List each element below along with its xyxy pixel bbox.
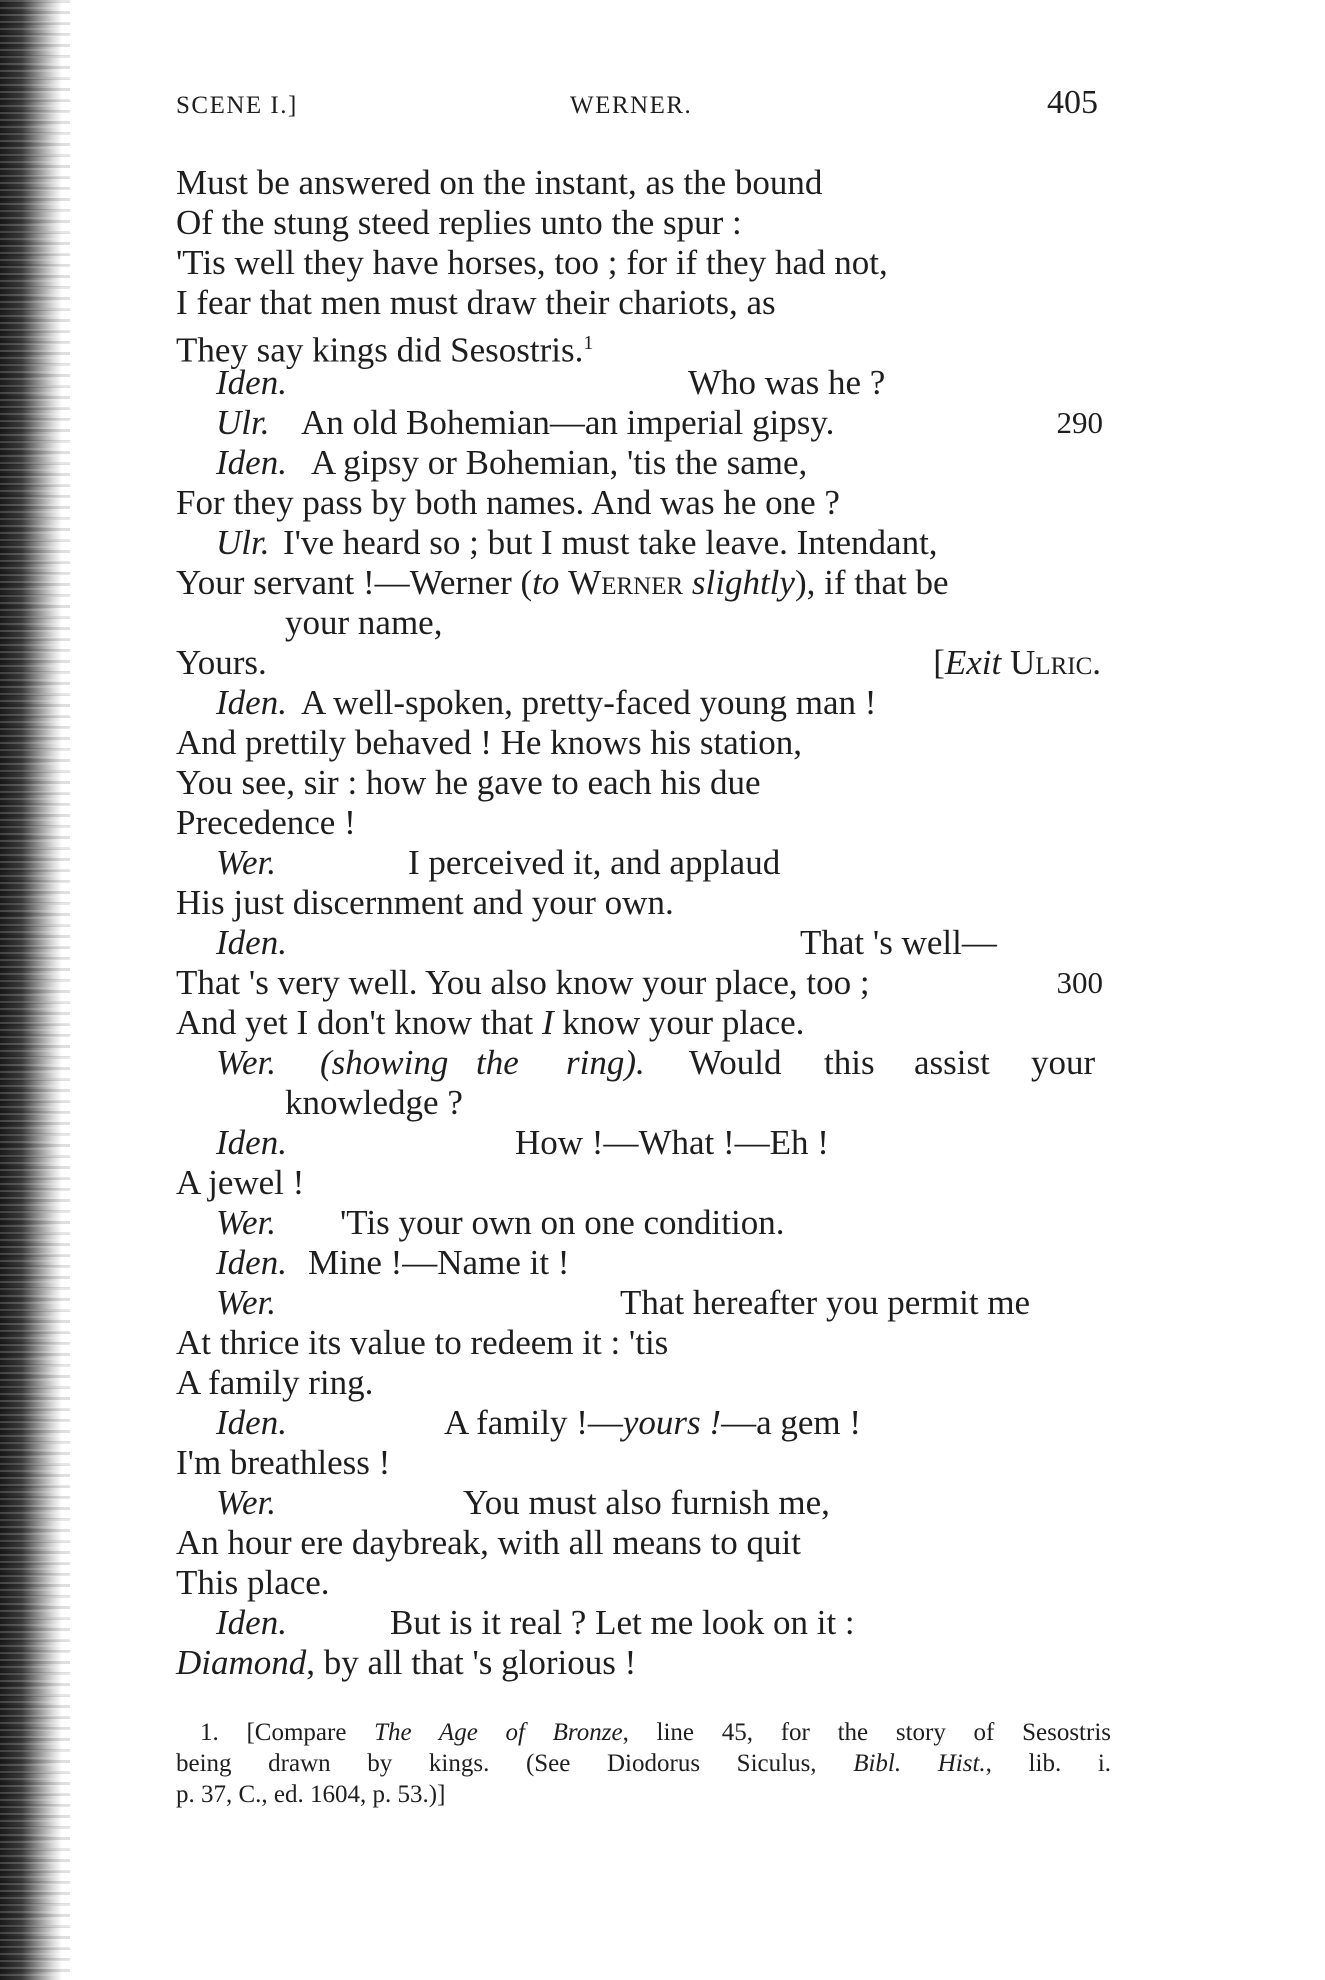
verse-line: An hour ere daybreak, with all means to quit [176,1523,801,1562]
verse-line: This place. [176,1563,330,1602]
verse-line: That 's very well. You also know your place, too ; 300 [176,963,1103,1002]
verse-line: knowledge ? [285,1083,463,1122]
page-number: 405 [1047,84,1098,121]
footnote-marker: 1 [583,332,594,354]
verse-line: Iden. How !—What !—Eh ! [216,1123,829,1162]
footnote [176,1717,1111,1810]
verse-line: Yours. [Exit Ulric. [176,643,1101,682]
verse-line: Iden. A gipsy or Bohemian, 'tis the same, [216,443,808,482]
verse-line: His just discernment and your own. [176,883,674,922]
stage-direction: [Exit Ulric. [933,643,1101,682]
verse-line: your name, [285,603,443,642]
verse-line: I'm breathless ! [176,1443,391,1482]
verse-line: Wer. 'Tis your own on one condition. [216,1203,785,1242]
speaker: Wer. [216,1203,276,1242]
running-header-scene: SCENE I.] [176,92,298,119]
verse-line: Iden. That 's well— [216,923,997,962]
verse-line: Of the stung steed replies unto the spur : [176,203,742,242]
speaker: Ulr. [216,403,270,442]
verse-line: For they pass by both names. And was he one ? [176,483,840,522]
verse-line: Iden. Who was he ? [216,363,886,402]
verse-line: Iden. But is it real ? Let me look on it : [216,1603,855,1642]
speaker: Wer. [216,843,276,882]
speaker: Wer. [216,1043,276,1082]
verse-line: Iden. A well-spoken, pretty-faced young man ! [216,683,877,722]
verse-line: They say kings did Sesostris.$^1$ [176,330,594,370]
speaker: Wer. [216,1283,276,1322]
verse-line: Wer. You must also furnish me, [216,1483,830,1522]
footnote-line: p. 37, C., ed. 1604, p. 53.)] [176,1781,446,1808]
verse-line: Must be answered on the instant, as the bound [176,163,823,202]
speaker: Iden. [216,1403,287,1442]
verse-line: And yet I don't know that I know your place. [176,1003,805,1042]
verse-line: Iden. A family !—yours !—a gem ! [216,1403,862,1442]
verse-line: I fear that men must draw their chariots, as [176,283,776,322]
speaker: Iden. [216,923,287,962]
line-number: 290 [1056,405,1103,440]
verse-line: Iden. Mine !—Name it ! [216,1243,570,1282]
verse-line: A jewel ! [176,1163,305,1202]
verse-line: And prettily behaved ! He knows his station, [176,723,803,762]
verse-line: Precedence ! [176,803,356,842]
verse-line: Wer. I perceived it, and applaud [216,843,781,882]
verse-line: Ulr. An old Bohemian—an imperial gipsy. 290 [216,403,1103,442]
speaker: Iden. [216,1123,287,1162]
verse-line: 'Tis well they have horses, too ; for if they had not, [176,243,888,282]
speaker: Wer. [216,1483,276,1522]
verse-line: A family ring. [176,1363,374,1402]
speaker: Iden. [216,363,287,402]
speaker: Iden. [216,683,287,722]
speaker: Iden. [216,1243,287,1282]
line-number: 300 [1056,965,1103,1000]
verse-line: You see, sir : how he gave to each his due [176,763,761,802]
verse-line: Ulr. I've heard so ; but I must take leave. Intendant, [216,523,938,562]
speaker: Iden. [216,1603,287,1642]
verse-line: Wer. That hereafter you permit me [216,1283,1031,1322]
speaker: Ulr. [216,523,270,562]
footnote-line: being drawn by kings. (See Diodorus Siculus, Bibl. Hist., lib. i. [176,1750,1112,1777]
verse-line: Diamond, by all that 's glorious ! [176,1643,637,1682]
verse-line: Your servant !—Werner (to Werner slightly), if that be [176,563,949,602]
footnote-line: 1. [Compare The Age of Bronze, line 45, for the story of Sesostris [200,1719,1112,1746]
verse-line: Wer. (showing the ring). Would this assist your [216,1043,1096,1082]
verse-line: At thrice its value to redeem it : 'tis [176,1323,669,1362]
speaker: Iden. [216,443,287,482]
running-header-title: WERNER. [570,92,693,119]
